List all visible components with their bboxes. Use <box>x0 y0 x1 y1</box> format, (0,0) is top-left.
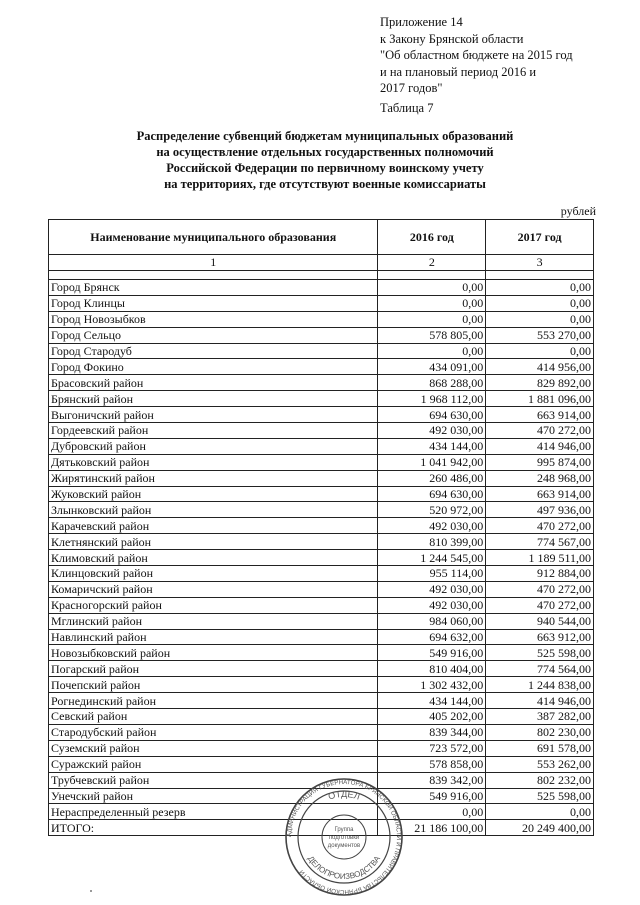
table-row <box>49 645 594 661</box>
cell-2016: 405 202,00 <box>378 709 486 725</box>
table-row <box>49 597 594 613</box>
cell-name: Город Стародуб <box>49 343 378 359</box>
cell-2017: 0,00 <box>486 343 594 359</box>
table-row <box>49 550 594 566</box>
cell-name: Нераспределенный резерв <box>49 804 378 820</box>
table-row <box>49 454 594 470</box>
cell-2016: 694 630,00 <box>378 407 486 423</box>
title-line: Распределение субвенций бюджетам муниципальных образований <box>136 129 514 143</box>
cell-2017: 525 598,00 <box>486 645 594 661</box>
cell-2017: 470 272,00 <box>486 597 594 613</box>
cell-2016: 434 144,00 <box>378 693 486 709</box>
cell-2016: 0,00 <box>378 804 486 820</box>
cell-2016: 549 916,00 <box>378 788 486 804</box>
cell-2016: 984 060,00 <box>378 613 486 629</box>
cell-2016: 810 399,00 <box>378 534 486 550</box>
cell-name: Город Клинцы <box>49 295 378 311</box>
cell-2017: 497 936,00 <box>486 502 594 518</box>
cell-2017: 0,00 <box>486 311 594 327</box>
stamp-center-line: документов <box>327 843 361 849</box>
cell-2016: 492 030,00 <box>378 581 486 597</box>
cell-name: Трубчевский район <box>49 772 378 788</box>
header-2016: 2016 год <box>378 220 486 255</box>
table-row <box>49 486 594 502</box>
cell-2017: 414 946,00 <box>486 693 594 709</box>
table-body <box>49 280 594 836</box>
table-row <box>49 534 594 550</box>
table-row <box>49 581 594 597</box>
cell-2017: 553 270,00 <box>486 327 594 343</box>
cell-name: Почепский район <box>49 677 378 693</box>
title-line: на территориях, где отсутствуют военные комиссариаты <box>164 177 486 191</box>
table-row <box>49 311 594 327</box>
table-row <box>49 566 594 582</box>
cell-2016: 549 916,00 <box>378 645 486 661</box>
cell-name: Город Новозыбков <box>49 311 378 327</box>
cell-2016: 0,00 <box>378 280 486 296</box>
cell-name: Дятьковский район <box>49 454 378 470</box>
cell-name: Новозыбковский район <box>49 645 378 661</box>
cell-2017: 0,00 <box>486 295 594 311</box>
cell-name: Дубровский район <box>49 438 378 454</box>
cell-2016: 492 030,00 <box>378 597 486 613</box>
col-number: 2 <box>378 255 486 271</box>
table-row <box>49 740 594 756</box>
cell-2016: 694 630,00 <box>378 486 486 502</box>
table-row <box>49 327 594 343</box>
cell-name: Севский район <box>49 709 378 725</box>
cell-name: Злынковский район <box>49 502 378 518</box>
appendix-line: к Закону Брянской области <box>380 31 524 46</box>
cell-2017: 663 912,00 <box>486 629 594 645</box>
table-row <box>49 518 594 534</box>
table-row <box>49 375 594 391</box>
table-row <box>49 470 594 486</box>
column-number-row <box>49 255 594 271</box>
cell-name: ИТОГО: <box>49 820 378 836</box>
appendix-line: Приложение 14 <box>380 15 463 29</box>
cell-name: Клинцовский район <box>49 566 378 582</box>
table-row <box>49 359 594 375</box>
cell-2016: 723 572,00 <box>378 740 486 756</box>
cell-name: Брянский район <box>49 391 378 407</box>
table-row <box>49 756 594 772</box>
cell-2016: 1 041 942,00 <box>378 454 486 470</box>
cell-2016: 1 302 432,00 <box>378 677 486 693</box>
cell-name: Карачевский район <box>49 518 378 534</box>
cell-2017: 1 189 511,00 <box>486 550 594 566</box>
table-row <box>49 613 594 629</box>
cell-2017: 470 272,00 <box>486 581 594 597</box>
col-number: 3 <box>486 255 594 271</box>
cell-2017: 470 272,00 <box>486 518 594 534</box>
cell-2016: 810 404,00 <box>378 661 486 677</box>
table-row <box>49 438 594 454</box>
cell-2017: 414 956,00 <box>486 359 594 375</box>
cell-2017: 525 598,00 <box>486 788 594 804</box>
cell-2017: 829 892,00 <box>486 375 594 391</box>
cell-2017: 663 914,00 <box>486 407 594 423</box>
cell-2016: 839 342,00 <box>378 772 486 788</box>
cell-2016: 0,00 <box>378 295 486 311</box>
header-name: Наименование муниципального образования <box>49 220 378 255</box>
cell-2016: 0,00 <box>378 311 486 327</box>
cell-name: Брасовский район <box>49 375 378 391</box>
cell-2017: 553 262,00 <box>486 756 594 772</box>
appendix-line: и на плановый период 2016 и <box>380 64 537 79</box>
cell-name: Рогнединский район <box>49 693 378 709</box>
cell-2016: 0,00 <box>378 343 486 359</box>
col-number: 1 <box>49 255 378 271</box>
cell-2016: 1 244 545,00 <box>378 550 486 566</box>
header-2017: 2017 год <box>486 220 594 255</box>
table-row <box>49 693 594 709</box>
table-row <box>49 502 594 518</box>
cell-name: Город Сельцо <box>49 327 378 343</box>
cell-2016: 955 114,00 <box>378 566 486 582</box>
stamp-center-line: подготовки <box>328 835 360 841</box>
cell-2017: 414 946,00 <box>486 438 594 454</box>
cell-2016: 520 972,00 <box>378 502 486 518</box>
table-header-row <box>49 220 594 255</box>
appendix-line: "Об областном бюджете на 2015 год <box>380 48 573 62</box>
cell-name: Гордеевский район <box>49 423 378 439</box>
cell-2017: 387 282,00 <box>486 709 594 725</box>
cell-2016: 694 632,00 <box>378 629 486 645</box>
units-label: рублей <box>560 204 596 218</box>
appendix-line: 2017 годов" <box>380 81 443 95</box>
cell-name: Унечский район <box>49 788 378 804</box>
cell-name: Город Фокино <box>49 359 378 375</box>
stamp-center-line: Группа <box>334 827 354 833</box>
cell-2016: 578 858,00 <box>378 756 486 772</box>
appendix-header <box>380 14 620 116</box>
cell-2017: 470 272,00 <box>486 423 594 439</box>
cell-2017: 1 881 096,00 <box>486 391 594 407</box>
title-line: Российской Федерации по первичному воинскому учету <box>166 161 484 175</box>
cell-2017: 774 567,00 <box>486 534 594 550</box>
cell-name: Жирятинский район <box>49 470 378 486</box>
cell-name: Климовский район <box>49 550 378 566</box>
subventions-table <box>48 219 594 836</box>
table-row <box>49 423 594 439</box>
cell-2017: 0,00 <box>486 804 594 820</box>
cell-name: Мглинский район <box>49 613 378 629</box>
scan-speck <box>90 890 92 892</box>
document-title <box>40 128 610 192</box>
stamp-dept-top: ОТДЕЛ <box>326 788 362 802</box>
table-label: Таблица 7 <box>380 100 434 115</box>
cell-2017: 248 968,00 <box>486 470 594 486</box>
table-row <box>49 724 594 740</box>
cell-name: Клетнянский район <box>49 534 378 550</box>
cell-name: Красногорский район <box>49 597 378 613</box>
cell-2016: 868 288,00 <box>378 375 486 391</box>
cell-name: Суражский район <box>49 756 378 772</box>
cell-name: Выгоничский район <box>49 407 378 423</box>
cell-2016: 260 486,00 <box>378 470 486 486</box>
cell-2016: 492 030,00 <box>378 518 486 534</box>
cell-name: Суземский район <box>49 740 378 756</box>
cell-name: Комаричский район <box>49 581 378 597</box>
cell-name: Стародубский район <box>49 724 378 740</box>
cell-2016: 492 030,00 <box>378 423 486 439</box>
cell-name: Погарский район <box>49 661 378 677</box>
cell-2016: 434 091,00 <box>378 359 486 375</box>
cell-2017: 0,00 <box>486 280 594 296</box>
cell-2016: 434 144,00 <box>378 438 486 454</box>
stamp-outer-text: АДМИНИСТРАЦИЯ ГУБЕРНАТОРА БРЯНСКОЙ ОБЛАСТИ И ПРАВИТЕЛЬСТВА БРЯНСКОЙ ОБЛАСТИ <box>285 778 403 896</box>
spacer-row <box>49 271 594 280</box>
cell-2017: 940 544,00 <box>486 613 594 629</box>
table-row <box>49 280 594 296</box>
cell-2017: 802 232,00 <box>486 772 594 788</box>
cell-2016: 578 805,00 <box>378 327 486 343</box>
table-row <box>49 295 594 311</box>
cell-2017: 774 564,00 <box>486 661 594 677</box>
table-row <box>49 343 594 359</box>
cell-name: Город Брянск <box>49 280 378 296</box>
cell-2017: 691 578,00 <box>486 740 594 756</box>
table-row <box>49 709 594 725</box>
cell-name: Жуковский район <box>49 486 378 502</box>
cell-2016: 21 186 100,00 <box>378 820 486 836</box>
table-row <box>49 629 594 645</box>
cell-2017: 802 230,00 <box>486 724 594 740</box>
cell-2016: 839 344,00 <box>378 724 486 740</box>
title-line: на осуществление отдельных государственных полномочий <box>156 145 494 159</box>
table-row <box>49 661 594 677</box>
cell-2017: 663 914,00 <box>486 486 594 502</box>
cell-2017: 20 249 400,00 <box>486 820 594 836</box>
cell-2017: 1 244 838,00 <box>486 677 594 693</box>
cell-name: Навлинский район <box>49 629 378 645</box>
cell-2017: 995 874,00 <box>486 454 594 470</box>
cell-2016: 1 968 112,00 <box>378 391 486 407</box>
stamp-dept-bottom: ДЕЛОПРОИЗВОДСТВА <box>306 854 382 882</box>
table-row <box>49 391 594 407</box>
official-stamp <box>282 778 406 896</box>
table-row <box>49 407 594 423</box>
cell-2017: 912 884,00 <box>486 566 594 582</box>
table-row <box>49 677 594 693</box>
